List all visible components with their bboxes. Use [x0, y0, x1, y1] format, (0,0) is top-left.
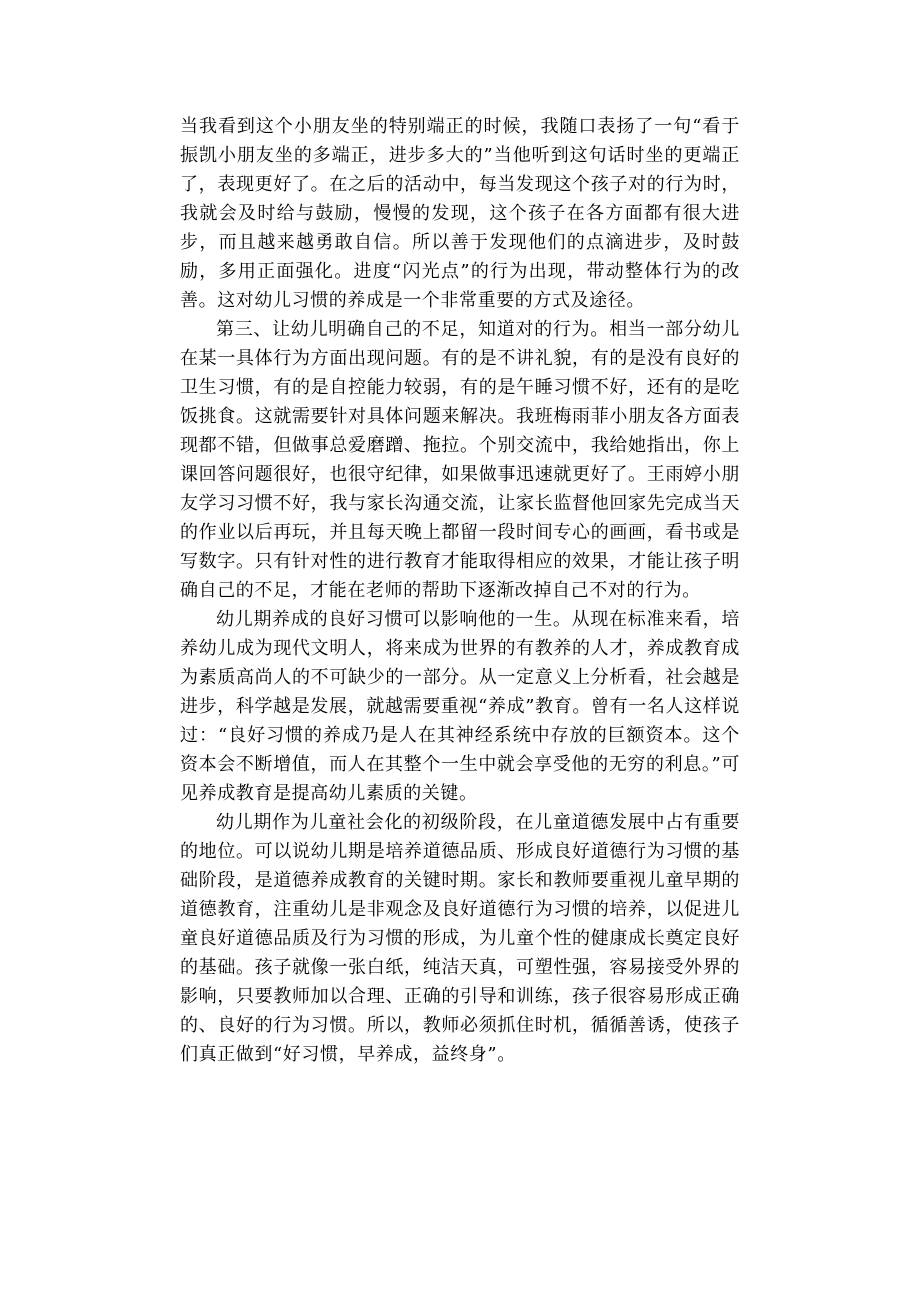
paragraph-continuation: 当我看到这个小朋友坐的特别端正的时候，我随口表扬了一句“看于振凯小朋友坐的多端正，进步多大的”当他听到这句话时坐的更端正了，表现更好了。在之后的活动中，每当发现这个孩子对的行为时，我就会及时给与鼓励，慢慢的发现，这个孩子在各方面都有很大进步，而且越来越勇敢自信。所以善于发现他们的点滴进步，及时鼓励，多用正面强化。进度“闪光点”的行为出现，带动整体行为的改善。这对幼儿习惯的养成是一个非常重要的方式及途径。 — [180, 116, 740, 311]
paragraph-habit-influence: 幼儿期养成的良好习惯可以影响他的一生。从现在标准来看，培养幼儿成为现代文明人，将来成为世界的有教养的人才，养成教育成为素质高尚人的不可缺少的一部分。从一定意义上分析看，社会越是进步，科学越是发展，就越需要重视“养成”教育。曾有一名人这样说过：“良好习惯的养成乃是人在其神经系统中存放的巨额资本。这个资本会不断增值，而人在其整个一生中就会享受他的无穷的利息。”可见养成教育是提高幼儿素质的关键。 — [180, 609, 740, 804]
document-body — [180, 112, 740, 1069]
paragraph-third-point: 第三、让幼儿明确自己的不足，知道对的行为。相当一部分幼儿在某一具体行为方面出现问题。有的是不讲礼貌，有的是没有良好的卫生习惯，有的是自控能力较弱，有的是午睡习惯不好，还有的是吃饭挑食。这就需要针对具体问题来解决。我班梅雨菲小朋友各方面表现都不错，但做事总爱磨蹭、拖拉。个别交流中，我给她指出，你上课回答问题很好，也很守纪律，如果做事迅速就更好了。王雨婷小朋友学习习惯不好，我与家长沟通交流，让家长监督他回家先完成当天的作业以后再玩，并且每天晚上都留一段时间专心的画画，看书或是写数字。只有针对性的进行教育才能取得相应的效果，才能让孩子明确自己的不足，才能在老师的帮助下逐渐改掉自己不对的行为。 — [180, 319, 740, 601]
paragraph-early-childhood: 幼儿期作为儿童社会化的初级阶段，在儿童道德发展中占有重要的地位。可以说幼儿期是培养道德品质、形成良好道德行为习惯的基础阶段，是道德养成教育的关键时期。家长和教师要重视儿童早期的道德教育，注重幼儿是非观念及良好道德行为习惯的培养，以促进儿童良好道德品质及行为习惯的形成，为儿童个性的健康成长奠定良好的基础。孩子就像一张白纸，纯洁天真，可塑性强，容易接受外界的影响，只要教师加以合理、正确的引导和训练，孩子很容易形成正确的、良好的行为习惯。所以，教师必须抓住时机，循循善诱，使孩子们真正做到“好习惯，早养成，益终身”。 — [180, 812, 740, 1065]
